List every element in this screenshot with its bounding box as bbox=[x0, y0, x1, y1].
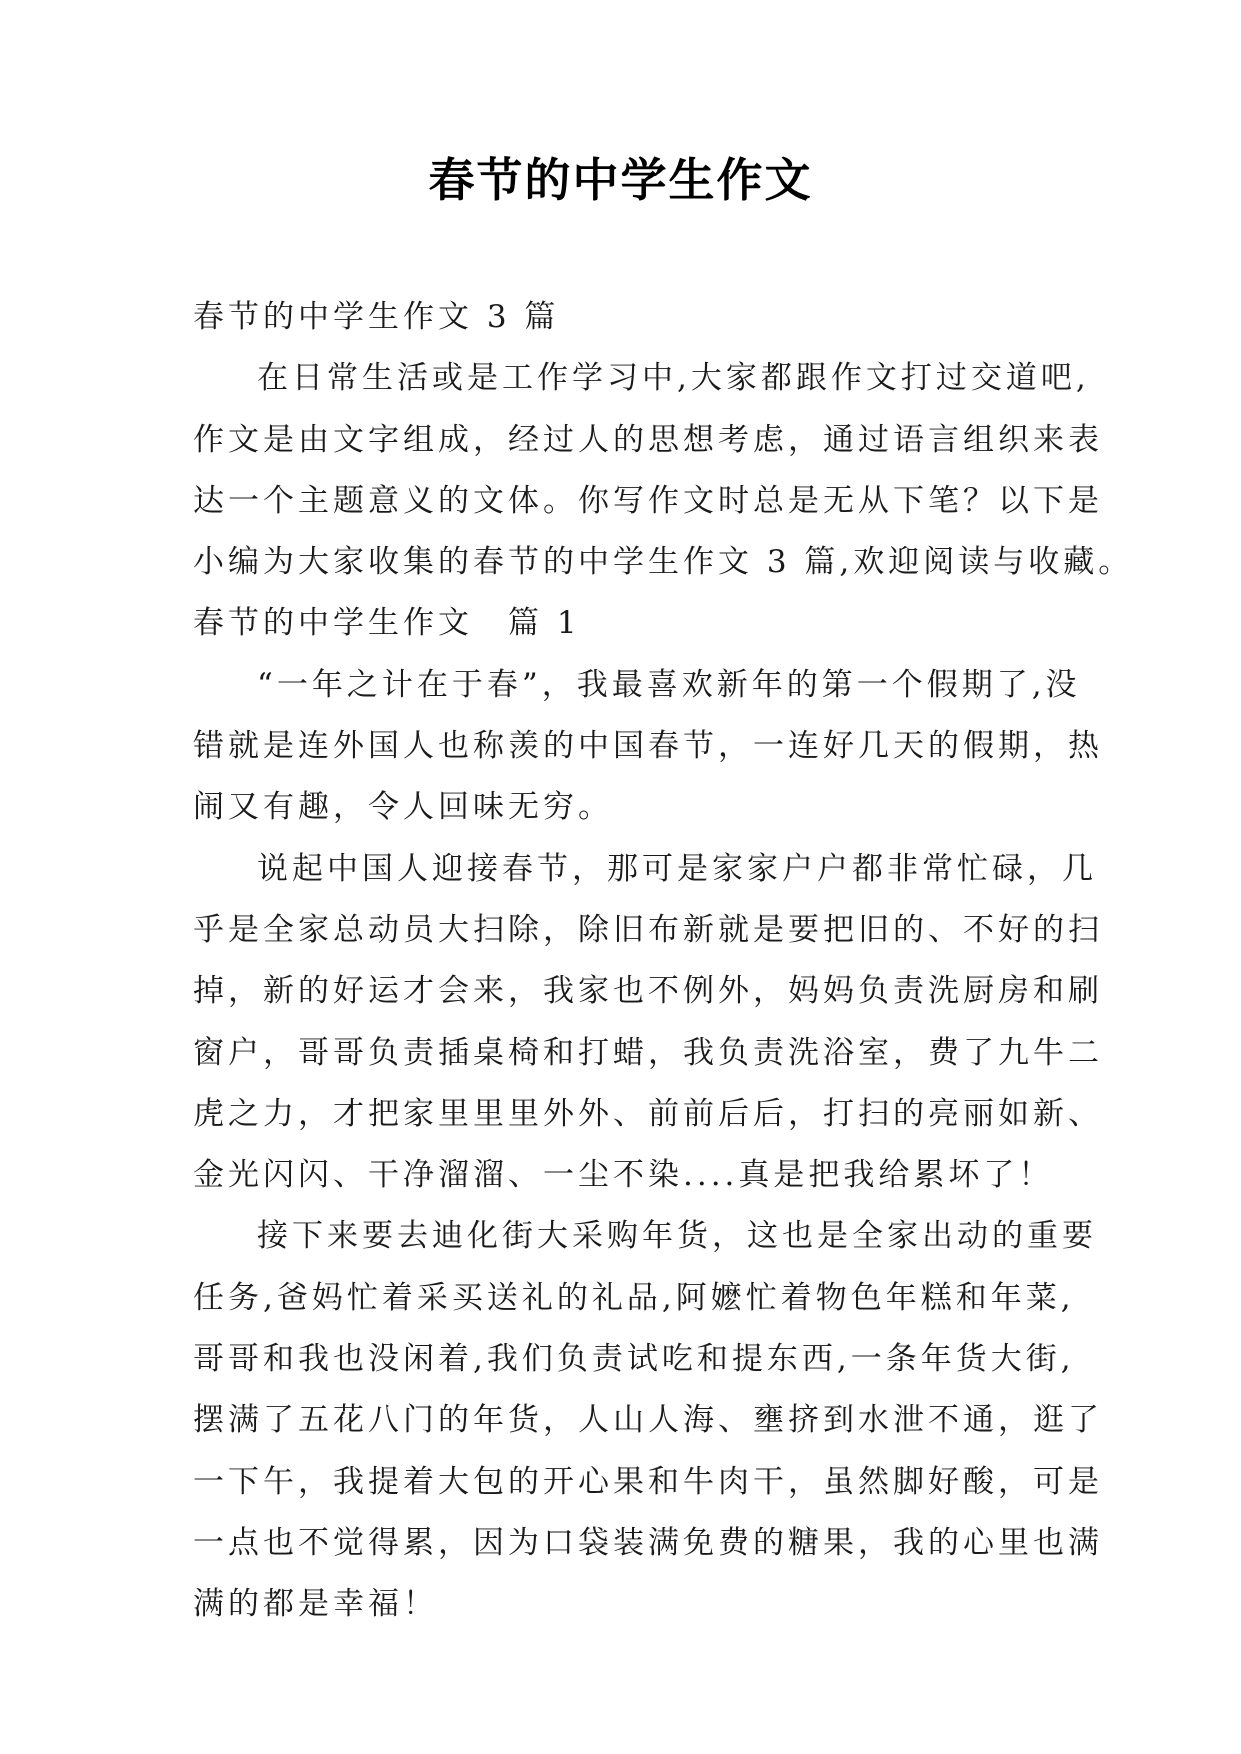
document-body bbox=[193, 287, 1134, 1636]
paragraph-line: 错就是连外国人也称羡的中国春节，一连好几天的假期，热 bbox=[193, 728, 1103, 765]
paragraph-line: 哥哥和我也没闲着,我们负责试吃和提东西,一条年货大街, bbox=[193, 1341, 1075, 1378]
intro-paragraph-line: 作文是由文字组成，经过人的思想考虑，通过语言组织来表 bbox=[193, 421, 1103, 458]
document-title: 春节的中学生作文 bbox=[428, 153, 813, 207]
paragraph-line: 满的都是幸福！ bbox=[193, 1586, 438, 1623]
paragraph-line: 掉，新的好运才会来，我家也不例外，妈妈负责洗厨房和刷 bbox=[193, 973, 1103, 1010]
paragraph-line: 一点也不觉得累，因为口袋装满免费的糖果，我的心里也满 bbox=[193, 1524, 1103, 1561]
paragraph-line: 虎之力，才把家里里里外外、前前后后，打扫的亮丽如新、 bbox=[193, 1095, 1103, 1132]
intro-paragraph-line: 小编为大家收集的春节的中学生作文 3 篇,欢迎阅读与收藏。 bbox=[193, 544, 1134, 581]
intro-paragraph-line: 达一个主题意义的文体。你写作文时总是无从下笔？以下是 bbox=[193, 482, 1103, 519]
paragraph-line: 乎是全家总动员大扫除，除旧布新就是要把旧的、不好的扫 bbox=[193, 911, 1103, 948]
subtitle-line: 春节的中学生作文 3 篇 bbox=[193, 299, 560, 335]
section-heading: 春节的中学生作文 篇 1 bbox=[193, 605, 581, 642]
paragraph-line: 窗户，哥哥负责插桌椅和打蜡，我负责洗浴室，费了九牛二 bbox=[193, 1034, 1103, 1071]
paragraph-line: 闹又有趣，令人回味无穷。 bbox=[193, 789, 613, 826]
paragraph-line: 任务,爸妈忙着采买送礼的礼品,阿嬷忙着物色年糕和年菜, bbox=[193, 1279, 1075, 1316]
paragraph-line: 接下来要去迪化街大采购年货，这也是全家出动的重要 bbox=[257, 1218, 1097, 1255]
paragraph-line: “一年之计在于春”，我最喜欢新年的第一个假期了,没 bbox=[257, 666, 1081, 703]
paragraph-line: 说起中国人迎接春节，那可是家家户户都非常忙碌，几 bbox=[257, 850, 1097, 887]
intro-paragraph-line: 在日常生活或是工作学习中,大家都跟作文打过交道吧, bbox=[257, 360, 1090, 397]
paragraph-line: 一下午，我提着大包的开心果和牛肉干，虽然脚好酸，可是 bbox=[193, 1463, 1103, 1500]
paragraph-line: 摆满了五花八门的年货，人山人海、壅挤到水泄不通，逛了 bbox=[193, 1402, 1103, 1439]
paragraph-line: 金光闪闪、干净溜溜、一尘不染....真是把我给累坏了！ bbox=[193, 1157, 1054, 1194]
